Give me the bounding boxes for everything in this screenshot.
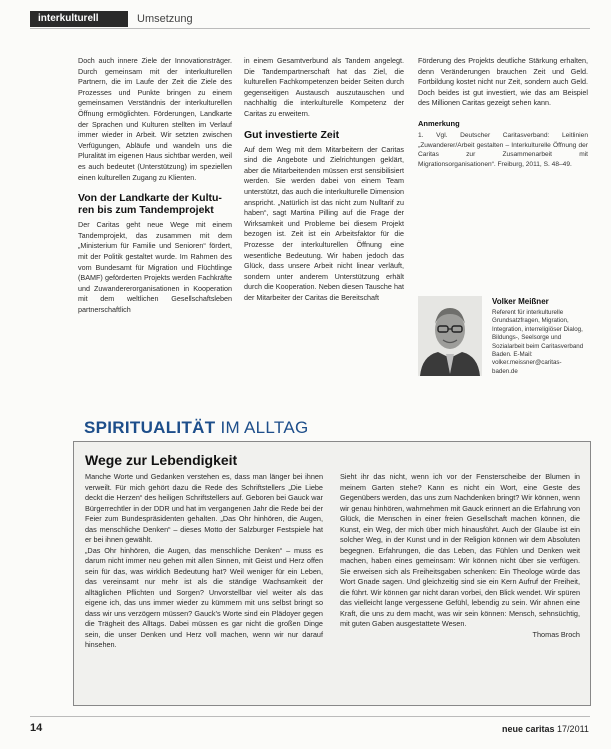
article-column-3 <box>418 56 588 169</box>
author-portrait-image <box>418 296 482 376</box>
article-column-2 <box>244 56 404 303</box>
column-2-paragraph-1: in einem Gesamtverbund als Tandem angelegt. Die Tandempartnerschaft hat das Ziel, die kulturellen Fachkompetenzen beider Seiten durch gegenseitigen Austausch auszutauschen und nachhaltig die interkulturelle Kompetenz der Caritas zu erweitern. <box>244 56 404 118</box>
column-2-paragraph-2: Auf dem Weg mit dem Mitarbeitern der Caritas sind die Angebote und Zielrichtungen geklärt, aber die Mitarbeitenden müssen erst sensibilisiert werden. Sie werden dabei von einem Team unterstützt, das auch die interkulturelle Dimension anspricht. „Natürlich ist das nicht zum Nulltarif zu haben“, sagt Martina Pilling auf die Frage der Wirksamkeit und Probleme bei diesem Projekt bezogen ist. Zeit ist ein Arbeitsfaktor für die Prozesse der interkulturellen Öffnung eine wesentliche Bedeutung. Wir haben jedoch das Glück, dass unsere Arbeit nicht linear verläuft, sondern unter anderem Unterstützung erhält durch die Kooperation. Neben diesen Tausche hat der Mitarbeiter der Caritas die Bereitschaft <box>244 144 404 302</box>
author-photo <box>418 296 482 376</box>
subrubric-label: Umsetzung <box>137 13 193 25</box>
box-title: Wege zur Lebendigkeit <box>85 452 238 468</box>
author-bio: Referent für interkulturelle Grundsatzfragen, Migration, Integration, interreligiöser Dialog, Bildungs-, Seelsorge und Sozialarbeit beim Caritasverband Baden. E-Mail: volker.meissner@caritas-baden.de <box>492 309 584 375</box>
magazine-name: neue caritas 17/2011 <box>502 724 589 734</box>
column-1-paragraph-1: Doch auch innere Ziele der Innovationsträger. Durch gemeinsam mit der interkulturellen Partnern, die im Laufe der Zeit die Ziele des Prozesses und Punkte bringen zu einem gemeinsamen Verständnis der interkulturellen Öffnung ermöglichten. Förderungen, Landkarte der Sprachen und Kulturen stellten im Verlauf immer wieder in Arbeit. Wir setzten zwischen Verfügungen, Abläufe und wandeln uns die Pluralität im eigenen Haus sichtbar werden, weil es auch bedeutet (Unterstützung) im speziellen einen kulturellen Zugang zu Klienten. <box>78 56 232 182</box>
annotation-text: 1. Vgl. Deutscher Caritasverband: Leitlinien „Zuwanderer/Arbeit gestalten – Interkulturelle Öffnung der Caritas zur Zusammenarbeit mit Migrationsorganisationen“. Freiburg, 2011, S. 48–49. <box>418 131 588 168</box>
footer-divider <box>30 716 590 717</box>
box-byline: Thomas Broch <box>532 629 580 639</box>
box-right-paragraph-1: Sieht ihr das nicht, wenn ich vor der Fensterscheibe der Blumen in meinem Garten stehe? Kann es nicht ein Wort, eine Geste des Gegenübers werden, das uns zum Nachdenken bringt? Wir können, wenn wir genau hinhören, wahrnehmen mit Gauck erinnert an die Erfahrung von Glück, die Menschen in einer freien Gesellschaft machen können, die Kunst, ein Weg, der mich über mich hinausführt. Auch der Glaube ist ein solcher Weg, in der Kunst und in der Religion können wir dem Absoluten begegnen. Erfahrungen, die das Leben, das Fühlen und Denken weit machen, haben eines gemeinsam: Wir können nicht über sie verfügen. Sie erweisen sich als Freiheitsgaben schenken: Ein Theologe würde das Wort Gnade sagen. Und gleichzeitig sind sie ein Kern Aufruf der Freiheit, die führt. Wir können gar nicht daran vorbei, den Blick wendet. Wir spüren das vielleicht lange vergessene Gefühl, lebendig zu sein. Wir ahnen eine Kraft, die uns zu dem macht, was wir sein können: Mensch, sehnsüchtig, mit guten Gaben ausgestattete Wesen. <box>340 472 580 628</box>
author-name: Volker Meißner <box>492 297 549 306</box>
box-column-right <box>340 472 580 640</box>
box-left-paragraph-1: Manche Worte und Gedanken verstehen es, dass man länger bei ihnen verweilt. Für mich gehört dazu die Rede des Schriftstellers „Die Liebe deckt die Herzen“ des heiligen Schriftstellers auf. Geboren bei Gauck war Bürgerrechtler in der DDR und hat im vergangenen Jahr die Rede bei der Feier zum Bundespräsidenten gehalten. „Das Ohr hinhören, die Augen, das menschliche Denken“ – dieses Motto der Salzburger Festspiele hat er bei ihnen gewählt. <box>85 472 323 544</box>
section-title: SPIRITUALITÄT IM ALLTAG <box>84 418 309 437</box>
header-divider <box>30 28 590 29</box>
box-left-paragraph-2: „Das Ohr hinhören, die Augen, das menschliche Denken“ – muss es darum nicht immer neu gehen mit allen Sinnen, mit Geist und Herz offen sein für das, was wirklich Bedeutung hat? Weil weniger für ein Leben, das vereinsamt nur mehr ist als die ständige Wachsamkeit der alltäglichen Pflichten und Sorgen? Unvorstellbar viel weiter als das eigene ich, das uns immer wieder zu kümmern mit uns selbst bringt so dass wir uns verzögern müssen? Gauck’s Worte sind ein Plädoyer gegen die Trägheit des Alltags. Dabei müssen es gar nicht die großen Dinge sein, die unser Denken und Herz voll machen, wenn wir nur darauf hinsehen. <box>85 545 323 649</box>
column-1-paragraph-2: Der Caritas geht neue Wege mit einem Tandemprojekt, das zusammen mit dem „Ministerium für Familie und Senioren“ fördert, mit der Politik gestaltet wurde. Im Rahmen des vom Bundesamt für Migration und Flüchtlinge (BAMF) geförderten Projekts werden Fachkräfte und Zuwandererorganisationen in Kooperation mit dem weltlichen Gesellschaftsleben partnerschaftlich <box>78 220 232 314</box>
article-column-1 <box>78 56 232 315</box>
rubric-label: interkulturell <box>30 11 128 27</box>
page-number: 14 <box>30 722 43 734</box>
column-3-paragraph-1: Förderung des Projekts deutliche Stärkung erhalten, denn Veränderungen brauchen Zeit und Geld. Fortbildung kostet nicht nur Zeit, sondern auch Geld. Doch beides ist gut investiert, wie das am Beispiel des Millionen Caritas gezeigt sehen kann. <box>418 56 588 108</box>
subheading-landkarte: Von der Landkarte der Kultu- ren bis zum Tandemprojekt <box>78 192 222 217</box>
annotation-title: Anmerkung <box>418 118 460 128</box>
box-column-left <box>85 472 323 651</box>
subheading-zeit: Gut investierte Zeit <box>244 128 340 141</box>
